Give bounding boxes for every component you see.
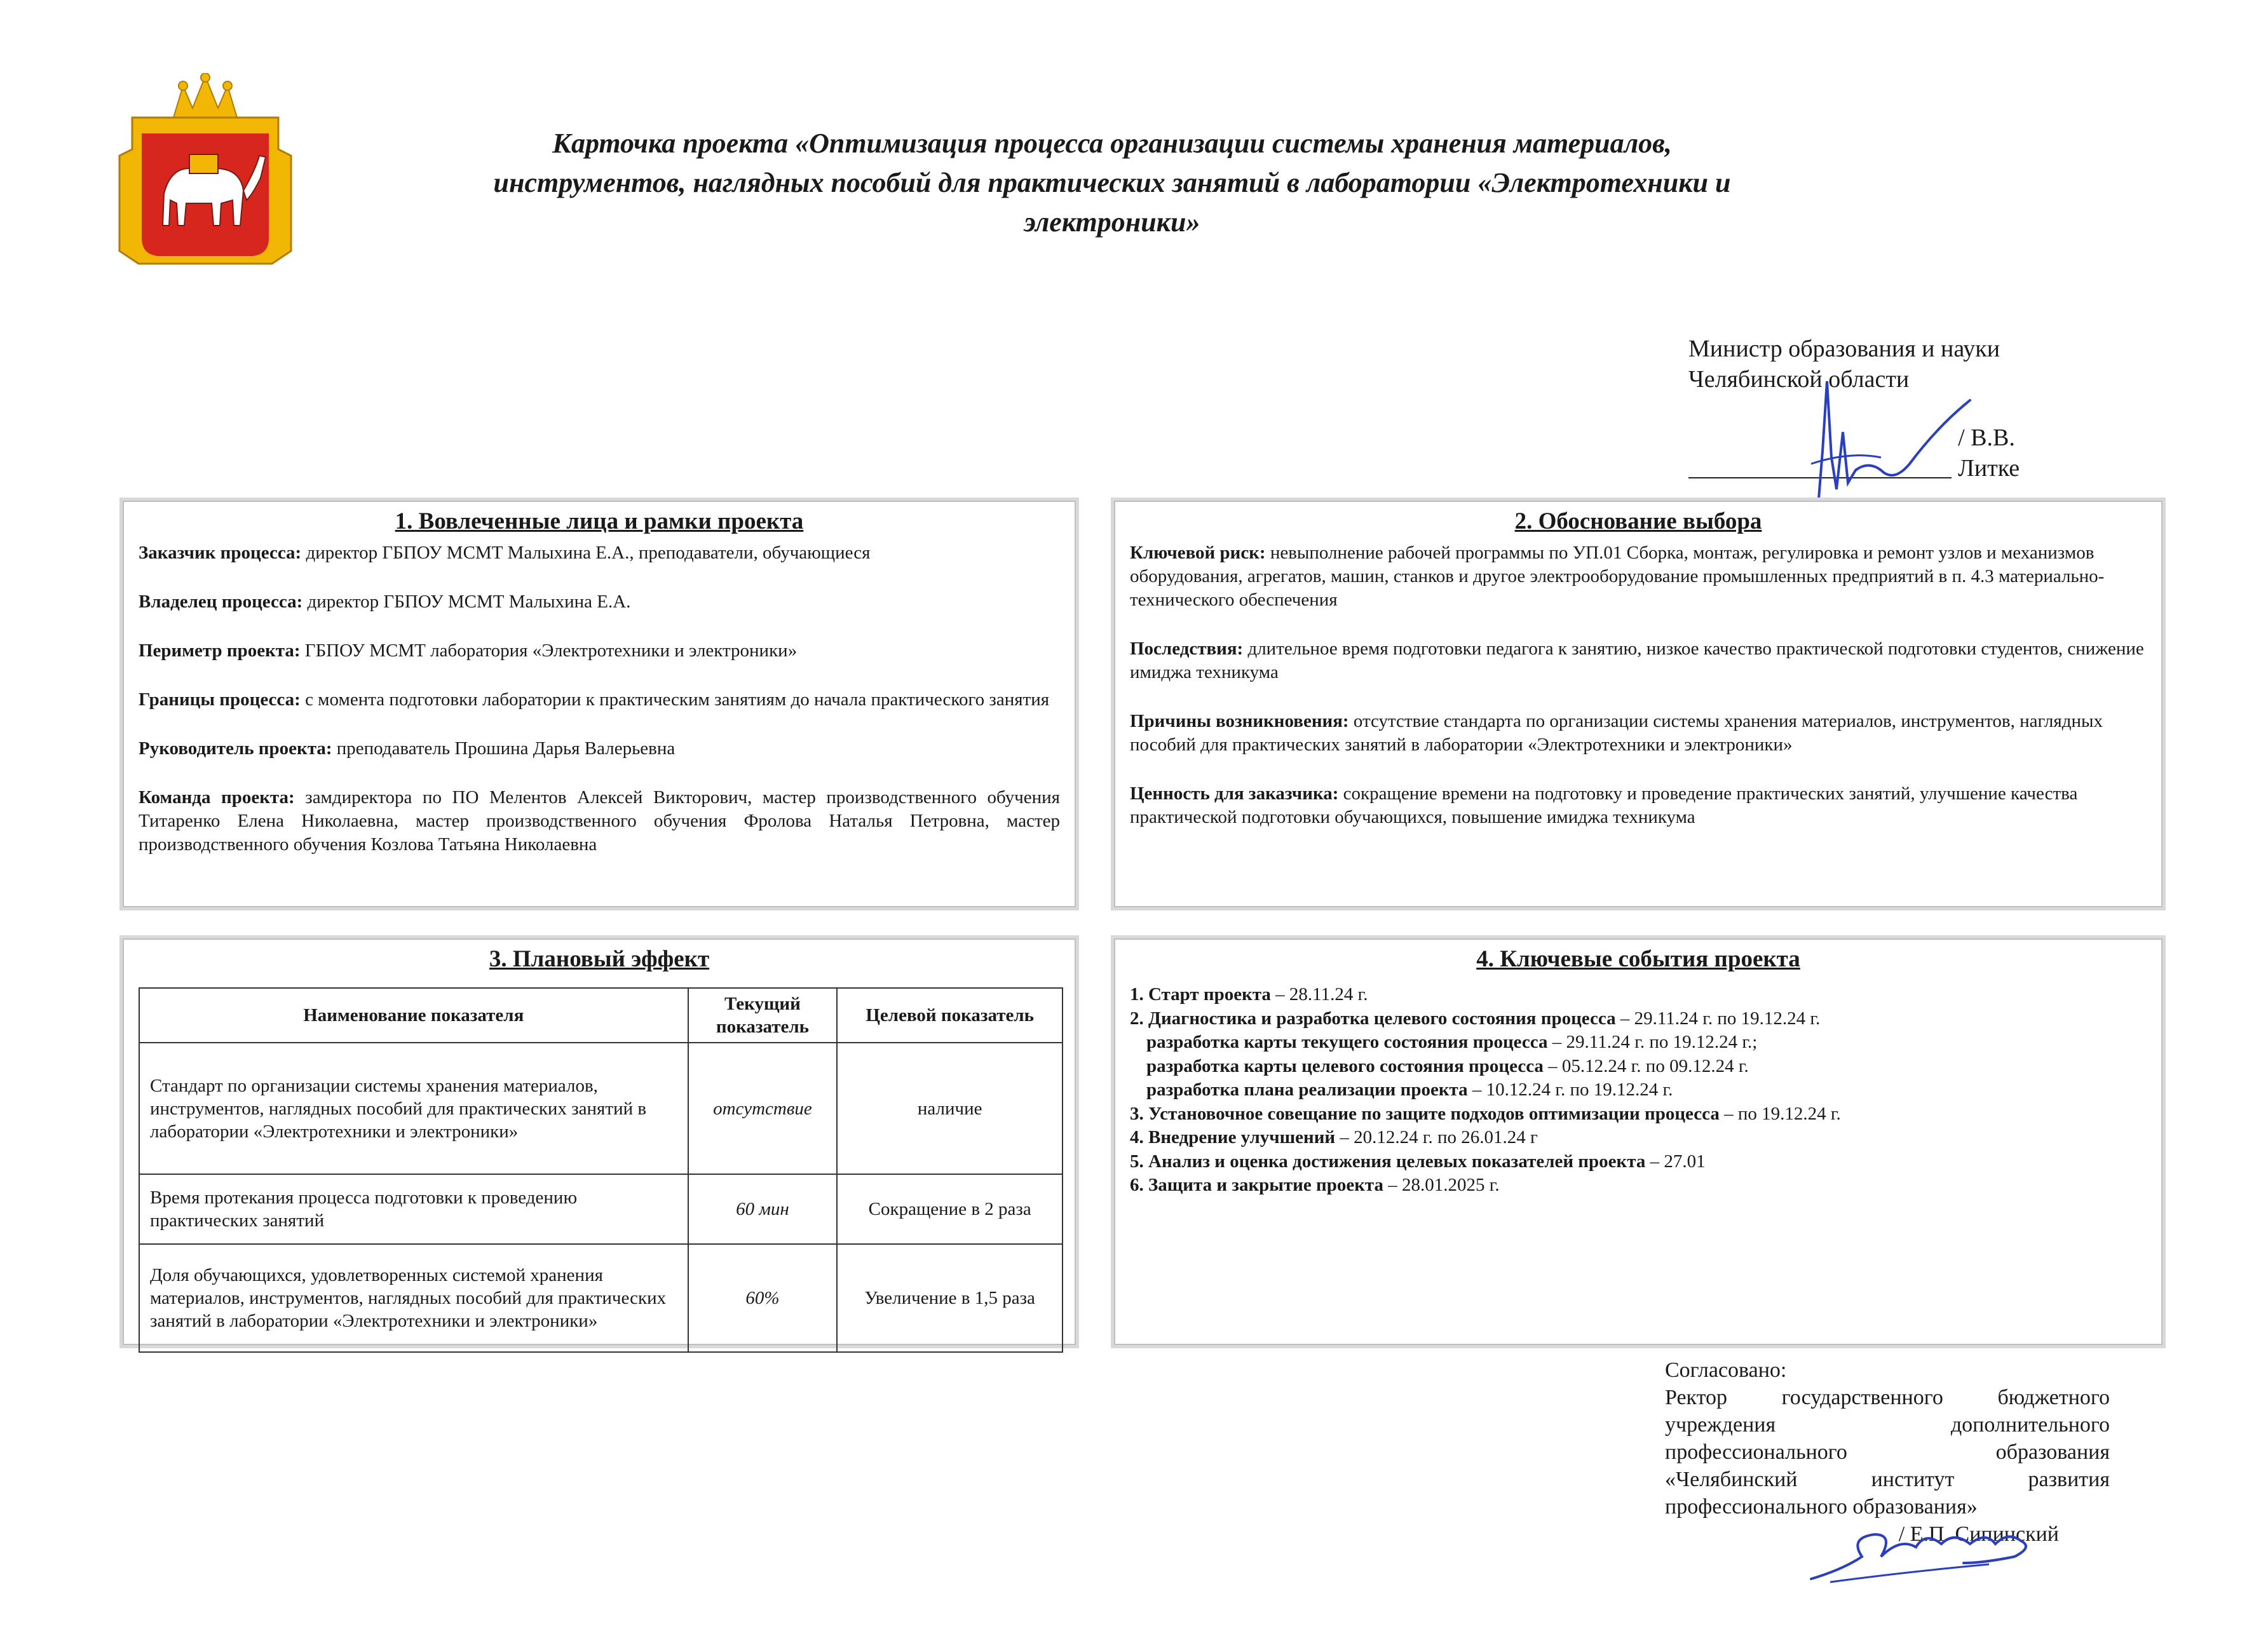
column-header: Целевой показатель [837,988,1063,1043]
list-item: разработка карты текущего состояния процесса – 29.11.24 г. по 19.12.24 г.; [1146,1032,1758,1052]
list-item: 4. Внедрение улучшений – 20.12.24 г. по 26.01.24 г [1130,1127,1538,1147]
section-stakeholders [119,497,1079,910]
list-item: разработка карты целевого состояния процесса – 05.12.24 г. по 09.12.24 г. [1146,1055,1749,1076]
indicator-name: Стандарт по организации системы хранения материалов, инструментов, наглядных пособий для практических занятий в лаборатории «Электротехники и электроники» [139,1043,688,1174]
target-value: Увеличение в 1,5 раза [837,1244,1063,1352]
approver-position-line1: Министр образования и науки [1688,335,2000,362]
item-boundaries: Границы процесса: с момента подготовки лаборатории к практическим занятиям до начала практического занятия [139,689,1050,710]
agreement-line: «Челябинский институт развития [1665,1468,2110,1491]
column-header: Текущий показатель [688,988,838,1043]
item-project-lead: Руководитель проекта: преподаватель Прошина Дарья Валерьевна [139,738,676,759]
list-item: 1. Старт проекта – 28.11.24 г. [1130,984,1368,1005]
section-justification-heading: 2. Обоснование выбора [1514,508,1762,534]
section-stakeholders-heading: 1. Вовлеченные лица и рамки проекта [395,508,804,534]
table-row [139,1174,1063,1244]
list-item: 5. Анализ и оценка достижения целевых показателей проекта – 27.01 [1130,1151,1706,1172]
section-justification-body [1114,541,2163,829]
section-stakeholders-body [123,541,1076,856]
table-row [139,1043,1063,1174]
list-item: разработка плана реализации проекта – 10.12.24 г. по 19.12.24 г. [1146,1079,1673,1100]
approver-name: / В.В. Литке [1958,424,2020,482]
agreement-heading: Согласовано: [1665,1358,1787,1382]
indicator-name: Время протекания процесса подготовки к проведению практических занятий [139,1174,688,1244]
current-value: отсутствие [688,1043,838,1174]
document-title: Карточка проекта «Оптимизация процесса организации системы хранения материалов, инструментов, наглядных пособий для практических занятий в лаборатории «Электротехники и электроники» [493,128,1731,238]
column-header: Наименование показателя [139,988,688,1043]
table-header-row [139,988,1063,1043]
item-customer: Заказчик процесса: директор ГБПОУ МСМТ Малыхина Е.А., преподаватели, обучающиеся [139,543,871,563]
agreement-line: профессионального образования [1665,1440,2110,1464]
agreement-line: Ректор государственного бюджетного [1665,1386,2110,1409]
section-key-events-heading: 4. Ключевые события проекта [1476,946,1800,972]
item-owner: Владелец процесса: директор ГБПОУ МСМТ Малыхина Е.А. [139,592,631,612]
agreement-line: учреждения дополнительного [1665,1413,2110,1437]
current-value: 60% [688,1244,838,1352]
target-value: наличие [837,1043,1063,1174]
item-key-risk: Ключевой риск: невыполнение рабочей программы по УП.01 Сборка, монтаж, регулировка и ремонт узлов и механизмов оборудования, агрегатов, машин, станков и другое электрооборудование промышленных предприятий в п. 4.3 материально-технического обеспечения [1130,543,2105,610]
events-list [1114,983,2163,1198]
agreement-line: профессионального образования» [1665,1495,1978,1519]
list-item: 6. Защита и закрытие проекта – 28.01.2025 г. [1130,1175,1500,1195]
effect-table [139,987,1063,1353]
item-causes: Причины возникновения: отсутствие стандарта по организации системы хранения материалов, инструментов, наглядных пособий для практических занятий в лаборатории «Электротехники и электроники» [1130,711,2103,755]
list-item: 2. Диагностика и разработка целевого состояния процесса – 29.11.24 г. по 19.12.24 г. [1130,1008,1821,1029]
approver-signature [1773,356,1976,521]
agreement-signature [1805,1519,2046,1588]
target-value: Сокращение в 2 раза [837,1174,1063,1244]
section-key-events [1111,935,2166,1348]
section-planned-effect-heading: 3. Плановый эффект [489,946,710,972]
current-value: 60 мин [688,1174,838,1244]
section-planned-effect [119,935,1079,1348]
section-justification [1111,497,2166,910]
item-perimeter: Периметр проекта: ГБПОУ МСМТ лаборатория «Электротехники и электроники» [139,640,798,661]
item-customer-value: Ценность для заказчика: сокращение времени на подготовку и проведение практических занятий, улучшение качества практической подготовки обучающихся, повышение имиджа техникума [1130,783,2078,827]
agreement-signer-name: / Е.П. Сипинский [1898,1522,2059,1546]
coat-of-arms-emblem [113,73,297,276]
table-row [139,1244,1063,1352]
approver-position-line2: Челябинской области [1688,366,1910,393]
list-item: 3. Установочное совещание по защите подходов оптимизации процесса – по 19.12.24 г. [1130,1103,1841,1124]
item-project-team: Команда проекта: замдиректора по ПО Мелентов Алексей Викторович, мастер производственного обучения Титаренко Елена Николаевна, мастер производственного обучения Фролова Наталья Петровна, мастер производственного обучения Козлова Татьяна Николаевна [139,787,1060,855]
item-consequences: Последствия: длительное время подготовки педагога к занятию, низкое качество практической подготовки студентов, снижение имиджа техникума [1130,639,2144,682]
indicator-name: Доля обучающихся, удовлетворенных системой хранения материалов, инструментов, наглядных пособий для практических занятий в лаборатории «Электротехники и электроники» [139,1244,688,1352]
